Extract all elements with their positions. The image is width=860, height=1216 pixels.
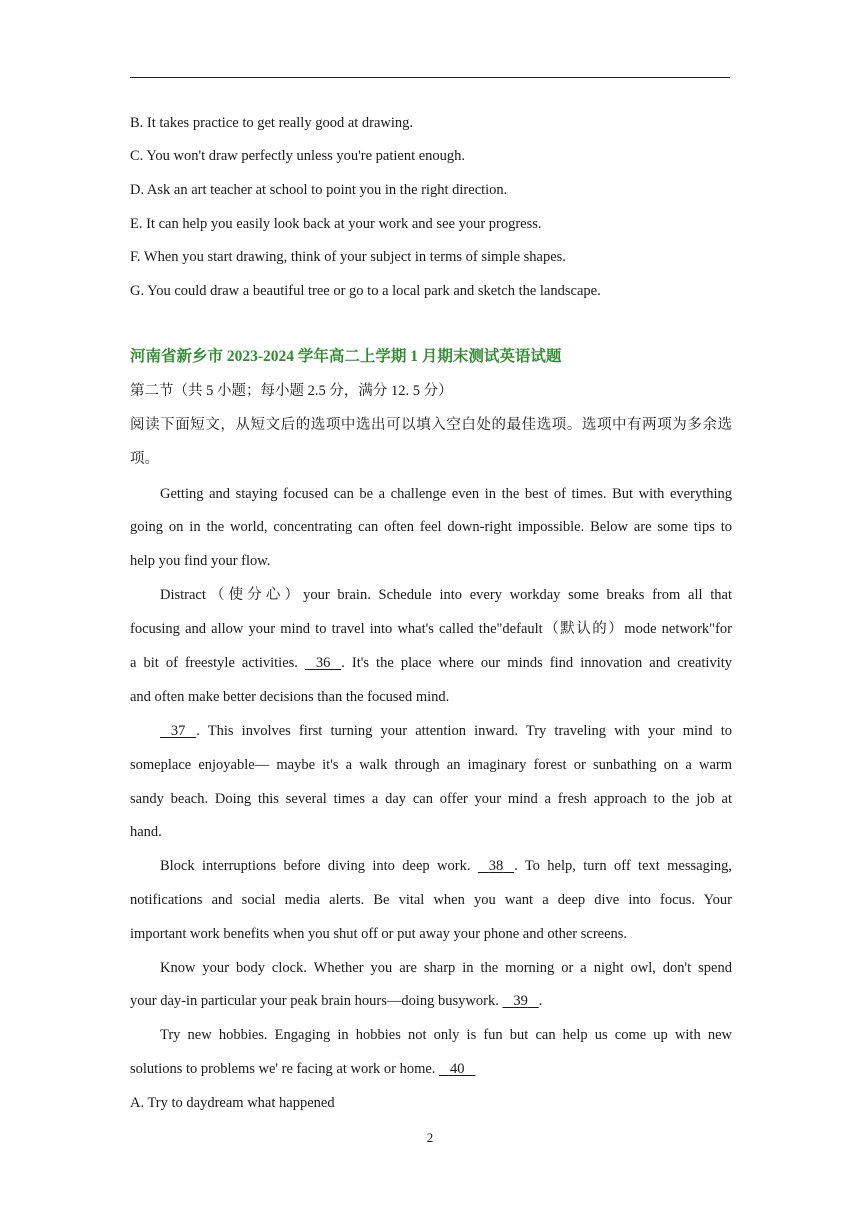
- text-segment: a bit of freestyle activities.: [130, 655, 298, 671]
- paragraph-3-line-2: someplace enjoyable— maybe it's a walk through an imaginary forest or sunbathing on a warm: [130, 757, 732, 773]
- paragraph-5-line-1: Know your body clock. Whether you are sharp in the morning or a night owl, don't spend: [160, 960, 732, 976]
- blank-number: 38: [488, 858, 504, 874]
- paragraph-3-line-4: hand.: [130, 824, 162, 840]
- blank-number: 40: [449, 1061, 465, 1077]
- instruction-line-2: 项。: [130, 451, 159, 467]
- text-segment: .: [538, 993, 543, 1009]
- option-a: A. Try to daydream what happened: [130, 1095, 335, 1111]
- section-heading: 第二节（共 5 小题；每小题 2.5 分，满分 12. 5 分）: [130, 383, 453, 399]
- paragraph-4-line-2: notifications and social media alerts. Be vital when you want a deep dive into focus. Your: [130, 892, 732, 908]
- paragraph-1-line-1: Getting and staying focused can be a challenge even in the best of times. But with everything: [160, 486, 732, 502]
- paragraph-6-line-2: [130, 1060, 475, 1078]
- header-rule: [130, 77, 730, 78]
- paragraph-1-line-3: help you find your flow.: [130, 553, 271, 569]
- blank-number: 36: [315, 655, 331, 671]
- paragraph-4-line-1: [160, 857, 732, 875]
- page-number: 2: [426, 1130, 434, 1145]
- text-segment: . This involves first turning your attention inward. Try traveling with your mind to: [196, 723, 732, 739]
- exam-title: 河南省新乡市 2023-2024 学年高二上学期 1 月期末测试英语试题: [130, 348, 562, 365]
- text-segment: your day-in particular your peak brain hours—doing busywork.: [130, 993, 499, 1009]
- blank-38: [478, 857, 514, 875]
- blank-36: [305, 654, 341, 672]
- option-b: B. It takes practice to get really good at drawing.: [130, 115, 414, 131]
- option-c: C. You won't draw perfectly unless you're patient enough.: [130, 148, 466, 164]
- paragraph-2-line-1: Distract（使分心）your brain. Schedule into every workday some breaks from all that: [160, 587, 732, 603]
- paragraph-5-line-2: [130, 992, 542, 1010]
- text-segment: Block interruptions before diving into deep work.: [160, 858, 471, 874]
- paragraph-3-line-3: sandy beach. Doing this several times a day can offer your mind a fresh approach to the job at: [130, 791, 732, 807]
- blank-40: [439, 1060, 475, 1078]
- paragraph-6-line-1: Try new hobbies. Engaging in hobbies not only is fun but can help us come up with new: [160, 1027, 732, 1043]
- paragraph-2-line-2: focusing and allow your mind to travel into what's called the"default（默认的）mode network"for: [130, 621, 732, 637]
- blank-number: 37: [170, 723, 186, 739]
- text-segment: . It's the place where our minds find innovation and creativity: [341, 655, 733, 671]
- text-segment: . To help, turn off text messaging,: [514, 858, 732, 874]
- option-f: F. When you start drawing, think of your subject in terms of simple shapes.: [130, 249, 566, 265]
- paragraph-4-line-3: important work benefits when you shut off or put away your phone and other screens.: [130, 926, 628, 942]
- instruction-line-1: 阅读下面短文，从短文后的选项中选出可以填入空白处的最佳选项。选项中有两项为多余选: [130, 417, 732, 433]
- option-e: E. It can help you easily look back at your work and see your progress.: [130, 216, 542, 232]
- blank-39: [502, 992, 538, 1010]
- option-d: D. Ask an art teacher at school to point you in the right direction.: [130, 182, 508, 198]
- paragraph-1-line-2: going on in the world, concentrating can often feel down-right impossible. Below are some tips to: [130, 519, 732, 535]
- blank-37: [160, 722, 196, 740]
- paragraph-3-line-1: [160, 722, 732, 740]
- paragraph-2-line-4: and often make better decisions than the focused mind.: [130, 689, 450, 705]
- paragraph-2-line-3: [130, 654, 732, 672]
- blank-number: 39: [513, 993, 528, 1009]
- option-g: G. You could draw a beautiful tree or go to a local park and sketch the landscape.: [130, 283, 601, 299]
- text-segment: solutions to problems we' re facing at work or home.: [130, 1061, 436, 1077]
